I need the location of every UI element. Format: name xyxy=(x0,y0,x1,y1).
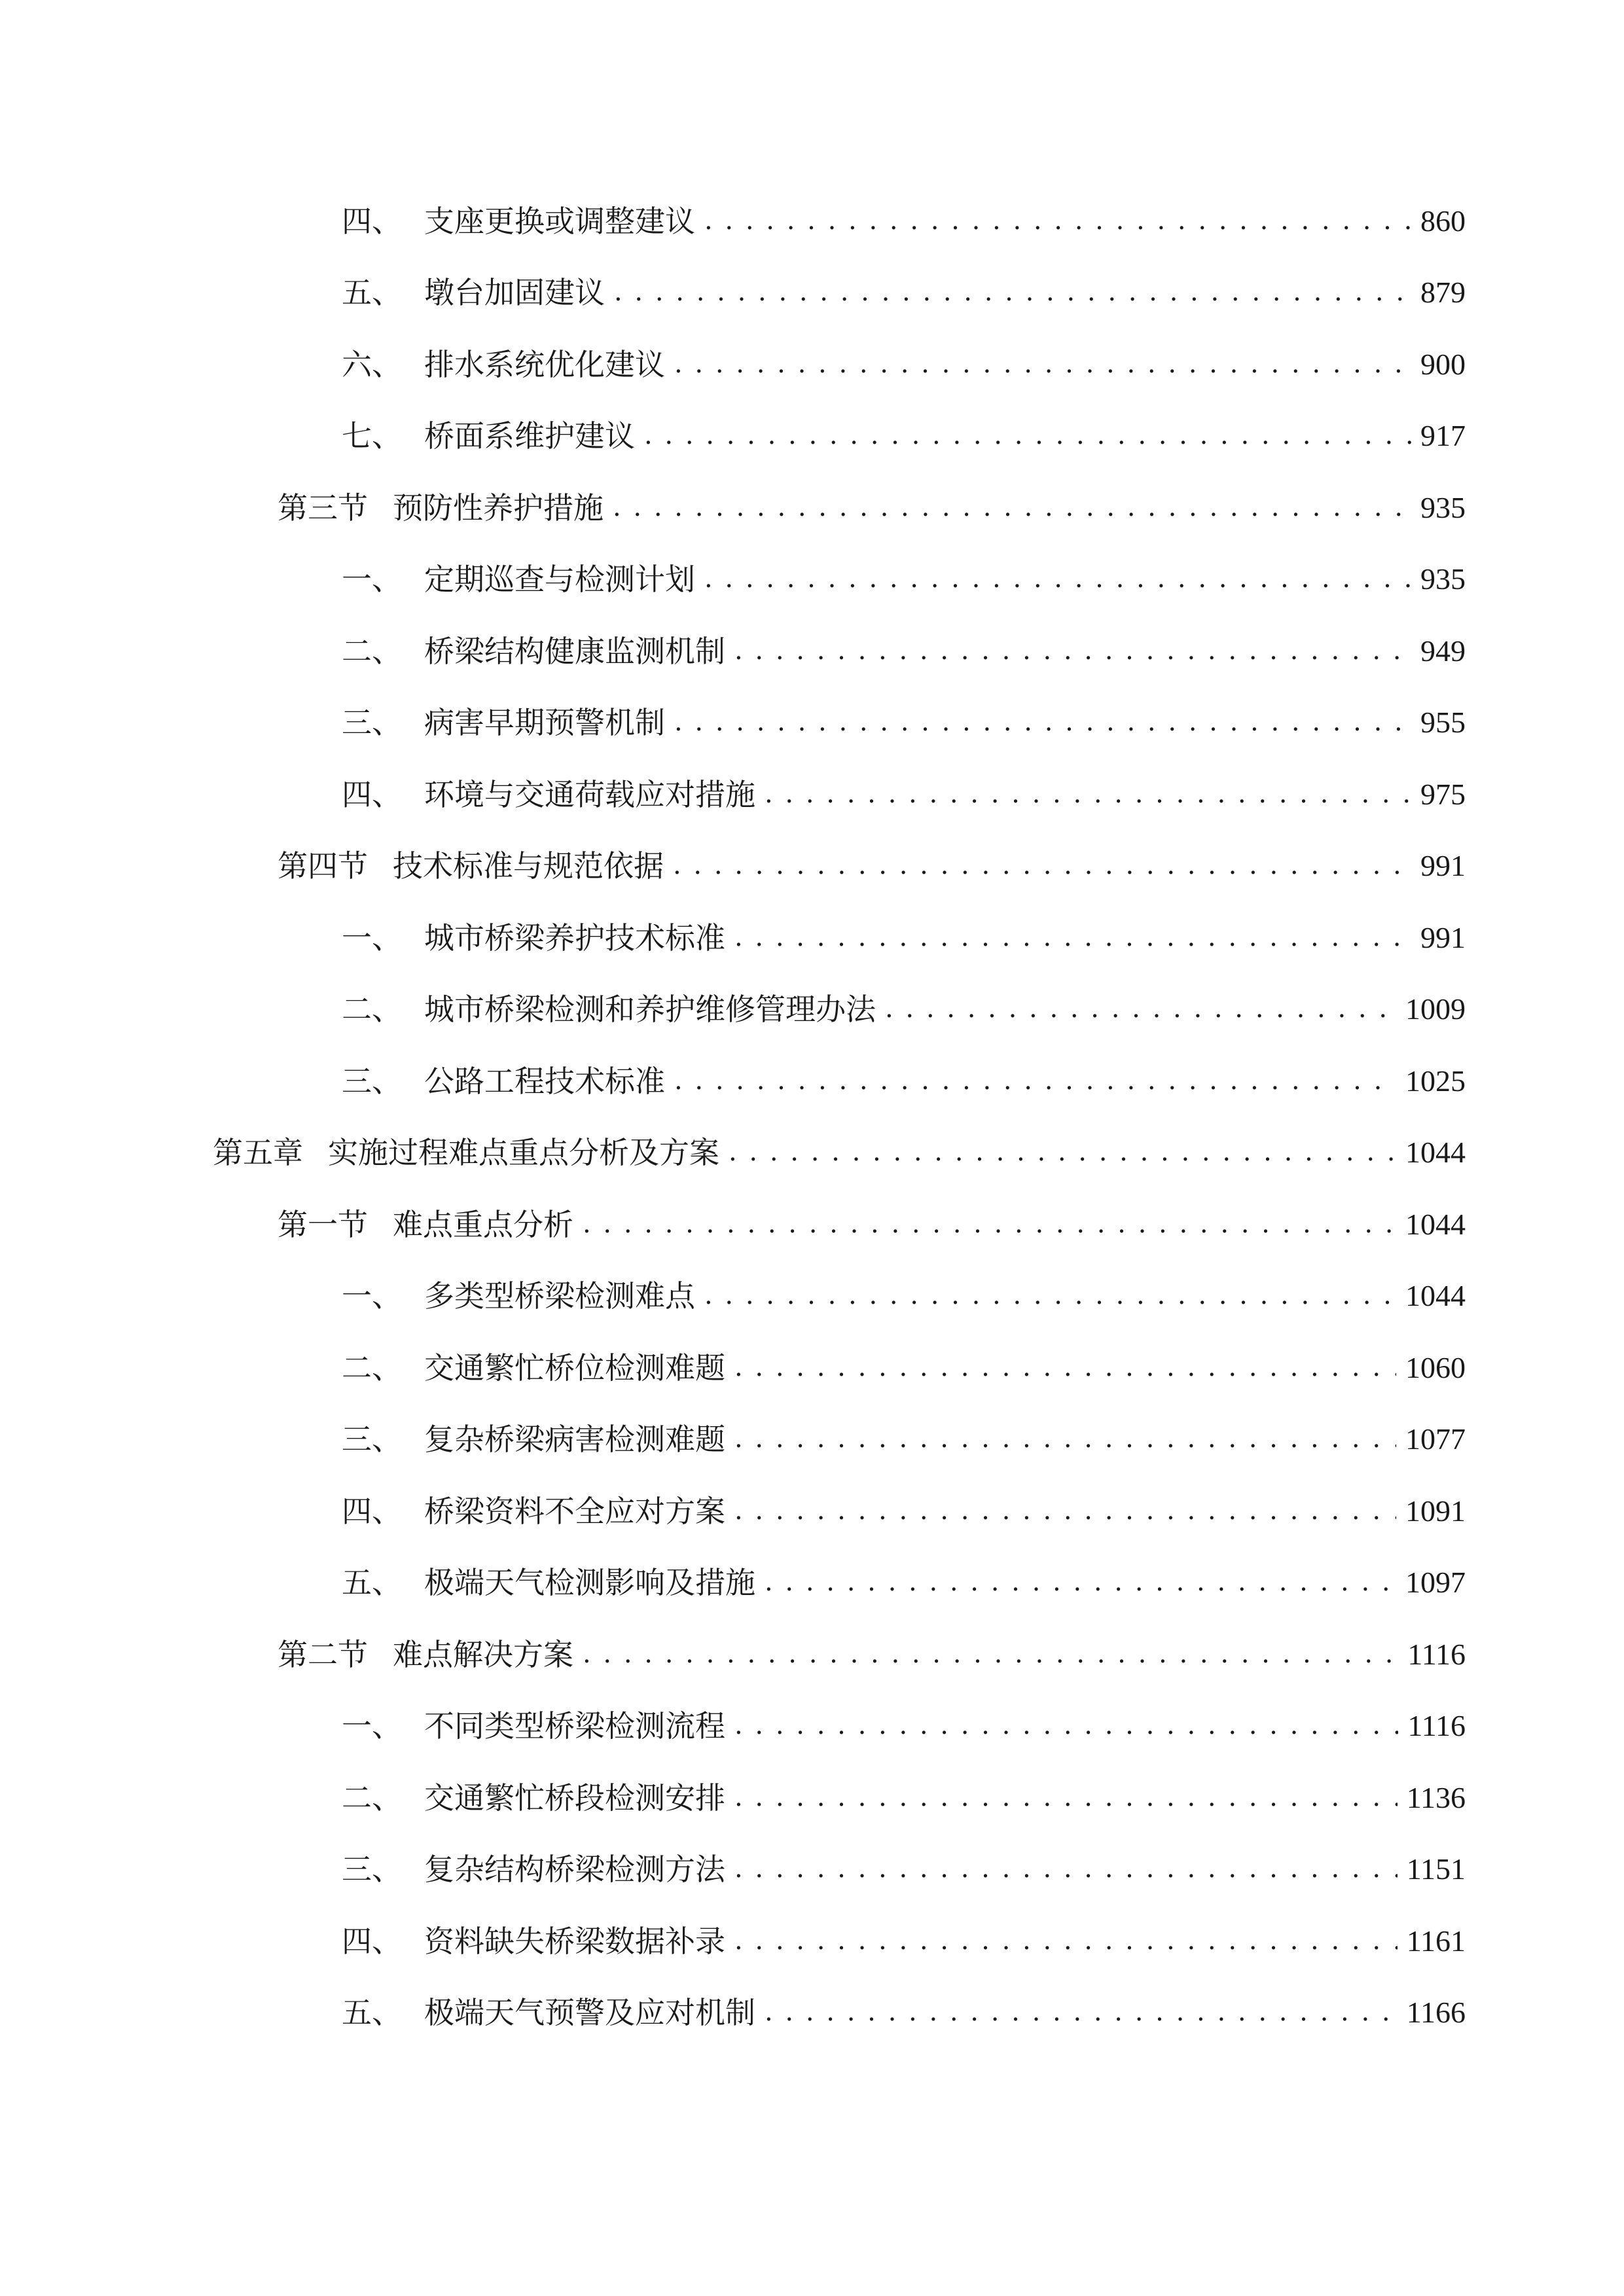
toc-entry-page: 975 xyxy=(1420,777,1466,811)
dot-leader xyxy=(765,1568,1396,1598)
dot-leader xyxy=(673,851,1411,881)
dot-leader xyxy=(674,1066,1396,1096)
toc-entry-title: 城市桥梁检测和养护维修管理办法 xyxy=(424,992,876,1028)
toc-entry-title: 不同类型桥梁检测流程 xyxy=(424,1708,725,1744)
dot-leader xyxy=(613,493,1411,523)
toc-entry-page: 1097 xyxy=(1405,1566,1466,1600)
toc-entry-number: 三、 xyxy=(342,1852,402,1888)
toc-entry-number: 二、 xyxy=(342,1780,402,1816)
toc-entry-number: 第四节 xyxy=(278,848,368,884)
toc-entry-page: 1044 xyxy=(1405,1136,1466,1170)
toc-entry-title: 公路工程技术标准 xyxy=(424,1063,665,1099)
toc-entry-page: 1161 xyxy=(1406,1924,1466,1958)
dot-leader xyxy=(734,1353,1396,1383)
toc-entry[interactable] xyxy=(0,257,1624,329)
toc-entry-number: 一、 xyxy=(342,1708,402,1744)
toc-entry-page: 1044 xyxy=(1405,1207,1466,1241)
toc-entry[interactable] xyxy=(0,1475,1624,1547)
toc-entry[interactable] xyxy=(0,329,1624,401)
dot-leader xyxy=(765,1998,1398,2028)
toc-entry-title: 排水系统优化建议 xyxy=(424,346,665,382)
dot-leader xyxy=(734,1711,1398,1741)
toc-entry-title: 复杂结构桥梁检测方法 xyxy=(424,1852,725,1888)
toc-entry-page: 935 xyxy=(1420,562,1466,596)
dot-leader xyxy=(765,780,1411,810)
dot-leader xyxy=(583,1210,1396,1240)
toc-entry-number: 五、 xyxy=(342,275,402,311)
dot-leader xyxy=(734,636,1411,666)
dot-leader xyxy=(674,708,1411,738)
dot-leader xyxy=(734,1783,1398,1813)
toc-entry-number: 五、 xyxy=(342,1565,402,1601)
toc-entry-number: 四、 xyxy=(342,1923,402,1959)
toc-entry-title: 环境与交通荷载应对措施 xyxy=(424,776,755,812)
dot-leader xyxy=(644,421,1411,451)
dot-leader xyxy=(734,1926,1398,1956)
toc-entry-title: 复杂桥梁病害检测难题 xyxy=(424,1422,725,1458)
dot-leader xyxy=(614,278,1411,308)
toc-entry-title: 病害早期预警机制 xyxy=(424,705,665,741)
toc-entry-title: 难点重点分析 xyxy=(393,1206,573,1242)
toc-entry-page: 900 xyxy=(1420,347,1466,381)
toc-section-entry[interactable] xyxy=(0,472,1624,544)
toc-entry-page: 1116 xyxy=(1407,1637,1466,1671)
toc-entry-number: 三、 xyxy=(342,1063,402,1099)
dot-leader xyxy=(704,206,1411,236)
toc-entry-title: 技术标准与规范依据 xyxy=(393,848,664,884)
dot-leader xyxy=(734,1854,1398,1884)
toc-entry-number: 一、 xyxy=(342,1278,402,1314)
toc-entry-title: 资料缺失桥梁数据补录 xyxy=(424,1923,725,1959)
toc-entry-number: 五、 xyxy=(342,1995,402,2031)
dot-leader xyxy=(704,1281,1396,1311)
toc-entry[interactable] xyxy=(0,759,1624,831)
toc-section-entry[interactable] xyxy=(0,1619,1624,1691)
toc-entry-title: 交通繁忙桥位检测难题 xyxy=(424,1350,725,1386)
toc-entry-page: 860 xyxy=(1420,204,1466,238)
toc-entry-number: 三、 xyxy=(342,1422,402,1458)
dot-leader xyxy=(734,1496,1396,1526)
toc-entry[interactable] xyxy=(0,1404,1624,1476)
toc-entry[interactable] xyxy=(0,687,1624,759)
toc-section-entry[interactable] xyxy=(0,831,1624,903)
toc-entry-page: 955 xyxy=(1420,706,1466,740)
toc-section-entry[interactable] xyxy=(0,1189,1624,1261)
toc-entry-page: 1044 xyxy=(1405,1279,1466,1313)
toc-entry-title: 多类型桥梁检测难点 xyxy=(424,1278,695,1314)
toc-entry[interactable] xyxy=(0,1977,1624,2049)
toc-entry-page: 1166 xyxy=(1406,1996,1466,2030)
toc-entry[interactable] xyxy=(0,1332,1624,1404)
toc-entry[interactable] xyxy=(0,1834,1624,1906)
toc-entry-page: 935 xyxy=(1420,490,1466,524)
toc-entry-number: 二、 xyxy=(342,1350,402,1386)
toc-entry-page: 917 xyxy=(1420,419,1466,453)
toc-entry-title: 极端天气预警及应对机制 xyxy=(424,1995,755,2031)
toc-entry[interactable] xyxy=(0,1547,1624,1619)
toc-entry-number: 一、 xyxy=(342,562,402,598)
toc-entry-number: 七、 xyxy=(342,418,402,454)
toc-entry[interactable] xyxy=(0,401,1624,473)
toc-entry-number: 四、 xyxy=(342,203,402,239)
toc-entry-page: 1009 xyxy=(1405,992,1466,1026)
toc-entry[interactable] xyxy=(0,1045,1624,1117)
toc-entry[interactable] xyxy=(0,1905,1624,1977)
toc-entry-title: 桥梁结构健康监测机制 xyxy=(424,633,725,669)
toc-entry-page: 991 xyxy=(1420,920,1466,954)
toc-entry-title: 实施过程难点重点分析及方案 xyxy=(328,1135,719,1171)
toc-entry-title: 桥梁资料不全应对方案 xyxy=(424,1493,725,1529)
dot-leader xyxy=(885,994,1396,1024)
toc-entry-title: 难点解决方案 xyxy=(393,1636,573,1672)
dot-leader xyxy=(734,923,1411,953)
toc-entry[interactable] xyxy=(0,1762,1624,1834)
toc-entry-title: 极端天气检测影响及措施 xyxy=(424,1565,755,1601)
toc-entry-number: 二、 xyxy=(342,633,402,669)
toc-entry-page: 1091 xyxy=(1405,1494,1466,1528)
toc-entry-title: 交通繁忙桥段检测安排 xyxy=(424,1780,725,1816)
toc-entry-page: 1116 xyxy=(1407,1709,1466,1743)
toc-entry[interactable] xyxy=(0,1261,1624,1333)
toc-chapter-entry[interactable] xyxy=(0,1117,1624,1189)
toc-entry-number: 第二节 xyxy=(278,1636,368,1672)
toc-entry-title: 墩台加固建议 xyxy=(424,275,605,311)
toc-entry-title: 支座更换或调整建议 xyxy=(424,203,695,239)
toc-entry[interactable] xyxy=(0,615,1624,687)
toc-entry-page: 1151 xyxy=(1406,1852,1466,1886)
toc-entry-page: 1136 xyxy=(1406,1780,1466,1814)
toc-entry-number: 三、 xyxy=(342,705,402,741)
toc-entry-page: 1077 xyxy=(1405,1422,1466,1456)
toc-entry-number: 一、 xyxy=(342,920,402,956)
toc-entry-page: 879 xyxy=(1420,276,1466,310)
toc-entry-title: 定期巡查与检测计划 xyxy=(424,562,695,598)
table-of-contents xyxy=(0,185,1624,2049)
toc-entry-title: 桥面系维护建议 xyxy=(424,418,635,454)
toc-entry[interactable] xyxy=(0,974,1624,1046)
toc-entry-title: 城市桥梁养护技术标准 xyxy=(424,920,725,956)
toc-entry-page: 1060 xyxy=(1405,1350,1466,1384)
toc-entry-number: 二、 xyxy=(342,992,402,1028)
toc-entry-page: 991 xyxy=(1420,849,1466,883)
toc-entry-number: 四、 xyxy=(342,776,402,812)
dot-leader xyxy=(704,564,1411,594)
toc-entry-page: 1025 xyxy=(1405,1064,1466,1098)
dot-leader xyxy=(674,350,1411,380)
toc-entry[interactable] xyxy=(0,544,1624,616)
toc-entry[interactable] xyxy=(0,902,1624,974)
toc-entry-page: 949 xyxy=(1420,634,1466,668)
toc-entry-title: 预防性养护措施 xyxy=(393,490,604,526)
toc-entry-number: 六、 xyxy=(342,346,402,382)
toc-entry[interactable] xyxy=(0,1691,1624,1763)
toc-entry-number: 第五章 xyxy=(213,1135,303,1171)
toc-entry[interactable] xyxy=(0,185,1624,257)
toc-entry-number: 第三节 xyxy=(278,490,368,526)
dot-leader xyxy=(734,1424,1396,1454)
dot-leader xyxy=(729,1138,1396,1168)
dot-leader xyxy=(583,1640,1398,1670)
toc-entry-number: 第一节 xyxy=(278,1206,368,1242)
toc-entry-number: 四、 xyxy=(342,1493,402,1529)
